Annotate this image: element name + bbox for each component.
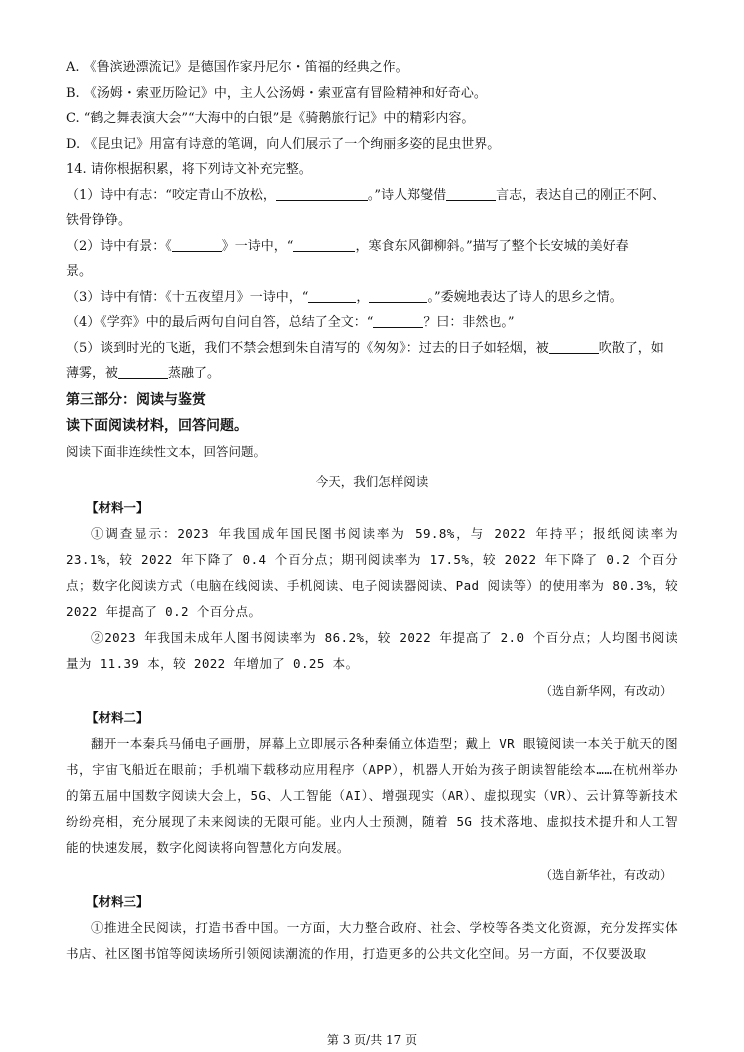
blank-2-2[interactable] [293,237,355,252]
q14-item-4 [66,310,678,336]
q14-3-text: 。”委婉地表达了诗人的思乡之情。 [427,289,623,305]
section-heading: 第三部分：阅读与鉴赏 [66,391,206,408]
q14-4-text: ？曰：非然也。” [423,315,515,330]
q14-2-text: （2）诗中有景：《 [66,238,172,254]
blank-1-2[interactable] [446,186,496,201]
q14-item-1 [66,183,678,209]
q14-5-text: 吹散了，如 [598,340,664,356]
q14-1-text: 言志，表达自己的刚正不阿、 [496,187,666,203]
q14-item-2 [66,234,678,260]
material-3-paragraph: ①推进全民阅读，打造书香中国。一方面，大力整合政府、社会、学校等各类文化资源，充分发挥实体书店、社区图书馆等阅读场所引领阅读潮流的作用，打造更多的公共文化空间。另一方面，不仅要汲取 [66,919,678,961]
blank-4-1[interactable] [373,313,423,328]
material-1-source: （选自新华网，有改动） [539,683,672,698]
page-content [66,55,678,967]
material-1-paragraph-2: ②2023 年我国未成年人图书阅读率为 86.2%，较 2022 年提高了 2.0 个百分点；人均图书阅读量为 11.39 本，较 2022 年增加了 0.25 本。 [66,629,678,671]
q14-item-2-cont: 景。 [66,264,93,279]
blank-1-1[interactable] [276,186,368,201]
material-1-paragraph-1: ①调查显示：2023 年我国成年国民图书阅读率为 59.8%，与 2022 年持平；报纸阅读率为 23.1%，较 2022 年下降了 0.4 个百分点；期刊阅读率为 17.5%，较 2022 年下降了 0.2 个百分点；数字化阅读方式（电脑在线阅读、手机阅读、电子阅读器阅读、Pad 阅读等）的使用率为 80.3%，较 2022 年提高了 0.2 个百分点。 [66,525,678,619]
q14-item-3 [66,285,678,311]
option-c: C. “鹤之舞表演大会”“大海中的白银”是《骑鹅旅行记》中的精彩内容。 [66,111,475,126]
q14-item-1-cont: 铁骨铮铮。 [66,213,132,228]
q14-3-text: ， [356,289,370,305]
q14-5-text: （5）谈到时光的飞逝，我们不禁会想到朱自清写的《匆匆》：过去的日子如轻烟，被 [66,340,549,356]
q14-4-text: （4）《学弈》中的最后两句自问自答，总结了全文：“ [66,315,374,330]
material-2-source: （选自新华社，有改动） [539,867,672,882]
material-2-label: 【材料二】 [86,709,149,725]
option-a: A. 《鲁滨逊漂流记》是德国作家丹尼尔・笛福的经典之作。 [66,60,409,75]
blank-3-1[interactable] [308,288,356,303]
blank-2-1[interactable] [172,237,222,252]
blank-5-1[interactable] [549,339,599,354]
material-1-label: 【材料一】 [86,499,149,515]
question-14-prompt: 14. 请你根据积累，将下列诗文补充完整。 [66,162,312,177]
page-footer: 第 3 页/共 17 页 [326,1033,418,1047]
q14-3-text: （3）诗中有情：《十五夜望月》一诗中，“ [66,289,309,305]
section-subheading: 读下面阅读材料，回答问题。 [66,417,248,434]
blank-5-2[interactable] [118,364,168,379]
blank-3-2[interactable] [369,288,427,303]
q14-1-text: 。”诗人郑燮借 [367,187,447,203]
q14-1-text: （1）诗中有志：“咬定青山不放松， [66,187,276,203]
material-3-label: 【材料三】 [86,893,149,909]
material-2-paragraph: 翻开一本秦兵马俑电子画册，屏幕上立即展示各种秦俑立体造型；戴上 VR 眼镜阅读一本关于航天的图书，宇宙飞船近在眼前；手机端下载移动应用程序（APP），机器人开始为孩子朗读智能绘本……在杭州举办的第五届中国数字阅读大会上，5G、人工智能（AI）、增强现实（AR）、虚拟现实（VR）、云计算等新技术纷纷亮相，充分展现了未来阅读的无限可能。业内人士预测，随着 5G 技术落地、虚拟技术提升和人工智能的快速发展，数字化阅读将向智慧化方向发展。 [66,735,678,855]
reading-intro: 阅读下面非连续性文本，回答问题。 [66,443,267,459]
q14-5-text: 蒸融了。 [168,366,221,381]
option-b: B. 《汤姆・索亚历险记》中，主人公汤姆・索亚富有冒险精神和好奇心。 [66,85,487,101]
q14-5-text: 薄雾，被 [66,366,119,381]
article-title: 今天，我们怎样阅读 [315,473,429,489]
option-d: D. 《昆虫记》用富有诗意的笔调，向人们展示了一个绚丽多姿的昆虫世界。 [66,136,501,152]
q14-item-5-cont [66,361,678,387]
q14-item-5 [66,336,678,362]
q14-2-text: ，寒食东风御柳斜。”描写了整个长安城的美好春 [355,238,629,254]
q14-2-text: 》一诗中，“ [221,238,294,254]
